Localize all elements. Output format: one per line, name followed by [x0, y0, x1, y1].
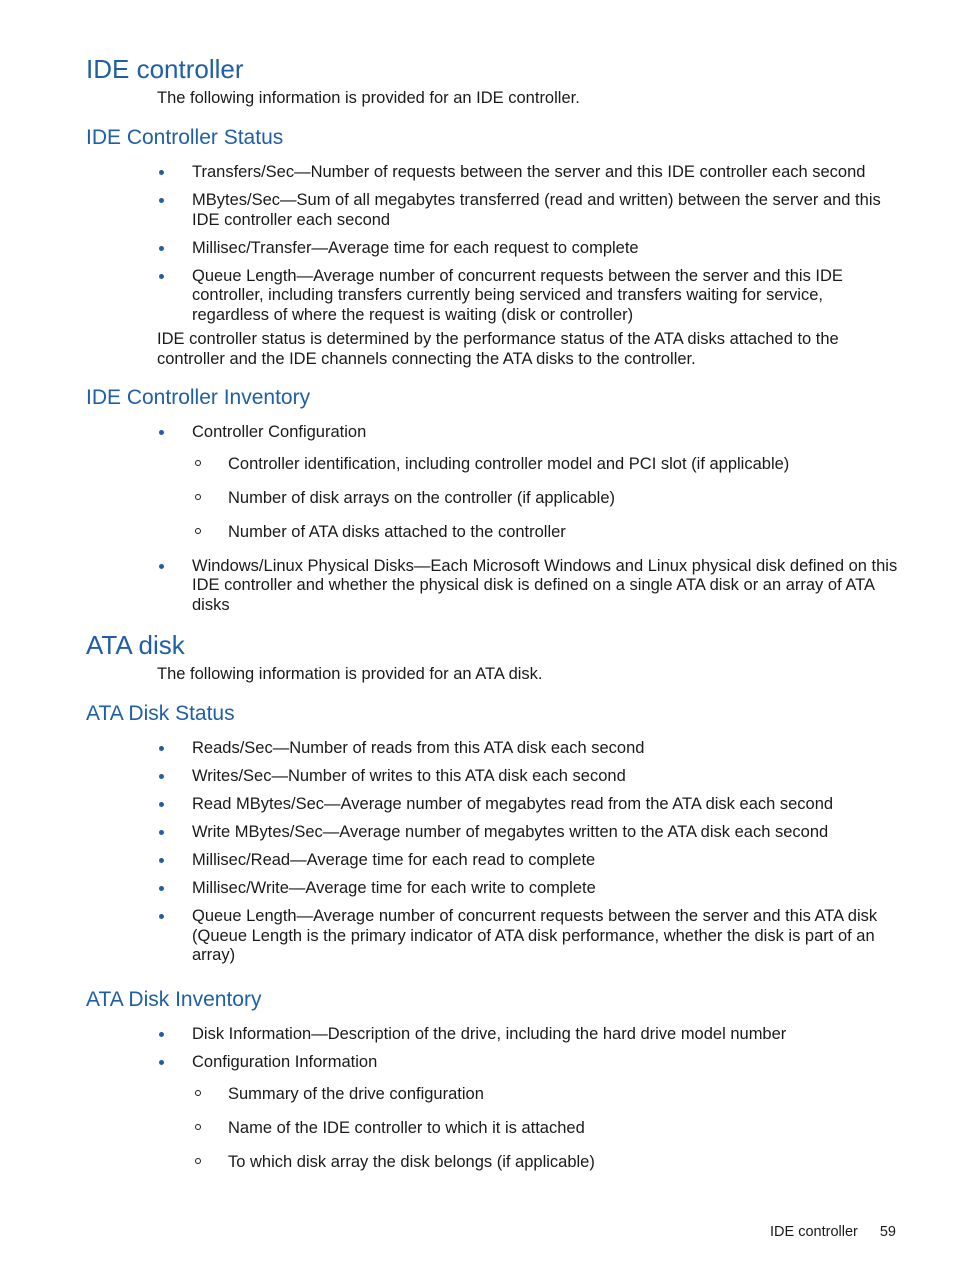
list-item: Millisec/Write—Average time for each write to complete [157, 879, 899, 899]
ide-status-note: IDE controller status is determined by the performance status of the ATA disks attached to the controller and the IDE channels connecting the ATA disks to the controller. [157, 330, 839, 368]
ata-disk-intro: The following information is provided for an ATA disk. [157, 665, 543, 683]
sub-list-item: Summary of the drive configuration [192, 1085, 899, 1105]
ata-status-list [157, 739, 899, 974]
sub-list-item: Controller identification, including controller model and PCI slot (if applicable) [192, 455, 899, 475]
list-item: Read MBytes/Sec—Average number of megabytes read from the ATA disk each second [157, 795, 899, 815]
list-item: Reads/Sec—Number of reads from this ATA disk each second [157, 739, 899, 759]
heading-ata-disk-status: ATA Disk Status [86, 702, 235, 725]
list-item: Transfers/Sec—Number of requests between the server and this IDE controller each second [157, 163, 899, 183]
sub-list-item: Number of ATA disks attached to the controller [192, 523, 899, 543]
sub-list-item: To which disk array the disk belongs (if applicable) [192, 1153, 899, 1173]
page-footer [770, 1223, 896, 1241]
sub-list [192, 455, 899, 543]
list-item: Disk Information—Description of the drive, including the hard drive model number [157, 1025, 899, 1045]
heading-ata-disk: ATA disk [86, 630, 185, 660]
heading-ata-disk-inventory: ATA Disk Inventory [86, 988, 262, 1011]
list-item [157, 423, 899, 542]
heading-ide-controller-inventory: IDE Controller Inventory [86, 386, 311, 409]
list-item: Windows/Linux Physical Disks—Each Microsoft Windows and Linux physical disk defined on this IDE controller and whether the physical disk is defined on a single ATA disk or an array of ATA disks [157, 557, 899, 616]
ata-inventory-list [157, 1025, 899, 1187]
list-item: Write MBytes/Sec—Average number of megabytes written to the ATA disk each second [157, 823, 899, 843]
list-item: Millisec/Transfer—Average time for each request to complete [157, 239, 899, 259]
list-item: Queue Length—Average number of concurrent requests between the server and this ATA disk (Queue Length is the primary indicator of ATA disk performance, whether the disk is part of an array) [157, 907, 899, 966]
list-item-label: Controller Configuration [192, 423, 367, 441]
list-item-label: Configuration Information [192, 1053, 378, 1071]
sub-list-item: Number of disk arrays on the controller (if applicable) [192, 489, 899, 509]
ide-inventory-list [157, 423, 899, 624]
sub-list [192, 1085, 899, 1173]
ide-status-list [157, 163, 899, 334]
page-number: 59 [879, 1224, 896, 1240]
heading-ide-controller-status: IDE Controller Status [86, 126, 284, 149]
list-item: Queue Length—Average number of concurrent requests between the server and this IDE controller, including transfers currently being serviced and transfers waiting for service, regardless of where the request is waiting (disk or controller) [157, 267, 899, 326]
sub-list-item: Name of the IDE controller to which it is attached [192, 1119, 899, 1139]
list-item [157, 1053, 899, 1172]
list-item: Millisec/Read—Average time for each read to complete [157, 851, 899, 871]
heading-ide-controller: IDE controller [86, 54, 244, 84]
footer-section-name: IDE controller [770, 1224, 858, 1240]
ide-controller-intro: The following information is provided for an IDE controller. [157, 89, 580, 107]
list-item: MBytes/Sec—Sum of all megabytes transferred (read and written) between the server and this IDE controller each second [157, 191, 899, 230]
list-item: Writes/Sec—Number of writes to this ATA disk each second [157, 767, 899, 787]
